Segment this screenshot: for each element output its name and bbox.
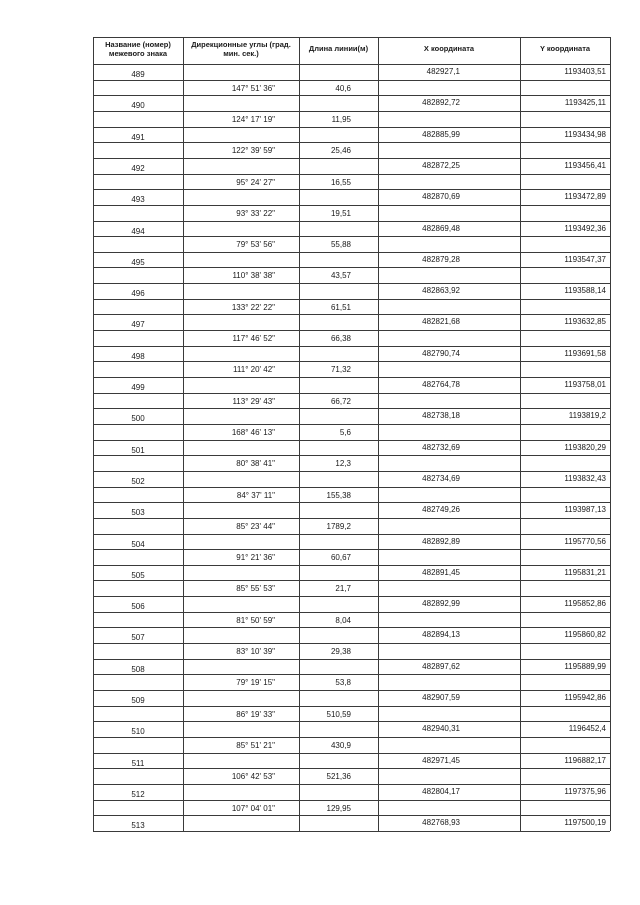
- point-name: 512: [131, 789, 145, 799]
- grid-hline: [93, 393, 610, 394]
- grid-hline: [93, 64, 610, 65]
- point-x: 482940,31: [422, 724, 460, 734]
- grid-hline: [93, 768, 610, 769]
- grid-hline: [93, 174, 610, 175]
- grid-hline: [93, 361, 610, 362]
- point-y: 1193425,11: [564, 98, 606, 108]
- segment-length: 43,57: [330, 271, 351, 281]
- grid-hline: [93, 142, 610, 143]
- segment-length: 430,9: [330, 740, 351, 750]
- point-x: 482863,92: [422, 286, 460, 296]
- point-y: 1193987,13: [564, 505, 606, 515]
- point-y: 1193691,58: [564, 348, 606, 358]
- point-name: 497: [131, 320, 145, 330]
- segment-angle: 124° 17' 19": [231, 114, 275, 124]
- point-y: 1193758,01: [564, 380, 606, 389]
- segment-length: 521,36: [326, 772, 351, 782]
- segment-length: 1789,2: [326, 521, 351, 531]
- segment-angle: 106° 42' 53": [231, 772, 275, 782]
- grid-hline: [93, 283, 610, 284]
- point-x: 482879,28: [422, 254, 460, 264]
- point-y: 1193492,36: [564, 223, 606, 233]
- point-x: 482768,93: [422, 818, 460, 828]
- point-x: 482869,48: [422, 223, 460, 233]
- segment-angle: 168° 46' 13": [231, 427, 275, 437]
- segment-length: 29,38: [330, 647, 351, 657]
- point-y: 1193403,51: [564, 67, 606, 76]
- point-x: 482790,74: [422, 348, 460, 358]
- point-y: 1195770,56: [564, 536, 606, 546]
- point-name: 495: [131, 257, 145, 267]
- point-y: 1193434,98: [564, 129, 606, 139]
- grid-hline: [93, 440, 610, 441]
- point-name: 496: [131, 289, 145, 299]
- point-x: 482971,45: [422, 755, 460, 765]
- point-y: 1193547,37: [564, 254, 606, 264]
- segment-angle: 84° 37' 11": [236, 490, 275, 500]
- grid-hline: [93, 236, 610, 237]
- segment-angle: 95° 24' 27": [236, 177, 275, 187]
- point-y: 1195860,82: [564, 630, 606, 640]
- point-name: 489: [131, 70, 145, 79]
- segment-length: 5,6: [339, 427, 351, 437]
- segment-angle: 113° 29' 43": [232, 396, 275, 406]
- point-y: 1193820,29: [564, 442, 606, 452]
- grid-hline: [93, 252, 610, 253]
- segment-angle: 107° 04' 01": [231, 803, 275, 813]
- grid-hline: [93, 690, 610, 691]
- point-name: 493: [131, 195, 145, 205]
- grid-hline: [93, 706, 610, 707]
- point-name: 492: [131, 163, 145, 173]
- point-y: 1196452,4: [568, 724, 606, 734]
- point-name: 511: [131, 758, 145, 768]
- point-x: 482749,26: [422, 505, 460, 515]
- point-x: 482885,99: [422, 129, 460, 139]
- grid-hline: [93, 659, 610, 660]
- point-name: 509: [131, 696, 145, 705]
- segment-length: 155,38: [326, 490, 351, 500]
- point-x: 482907,59: [422, 693, 460, 702]
- point-name: 501: [131, 445, 145, 455]
- grid-hline: [93, 518, 610, 519]
- segment-angle: 80° 38' 41": [236, 459, 275, 469]
- point-y: 1195942,86: [564, 693, 606, 702]
- segment-length: 129,95: [326, 803, 351, 813]
- segment-length: 16,55: [330, 177, 351, 187]
- point-y: 1193832,43: [564, 473, 606, 483]
- point-name: 513: [131, 821, 145, 831]
- segment-angle: 122° 39' 59": [231, 146, 275, 156]
- point-name: 494: [131, 226, 145, 236]
- point-y: 1197500,19: [564, 818, 606, 828]
- segment-length: 66,38: [330, 334, 351, 344]
- grid-hline: [93, 471, 610, 472]
- point-y: 1195852,86: [564, 599, 606, 609]
- segment-length: 55,88: [330, 240, 351, 250]
- header-name: Название (номер) межевого знака: [105, 40, 171, 58]
- point-x: 482872,25: [422, 160, 460, 170]
- grid-hline: [93, 408, 610, 409]
- point-x: 482897,62: [422, 661, 460, 671]
- grid-hline: [93, 127, 610, 128]
- grid-hline: [93, 737, 610, 738]
- grid-hline: [93, 189, 610, 190]
- segment-length: 66,72: [330, 396, 351, 406]
- segment-length: 12,3: [335, 459, 351, 469]
- segment-length: 40,6: [335, 83, 351, 93]
- grid-hline: [93, 800, 610, 801]
- point-y: 1196882,17: [564, 755, 606, 765]
- grid-hline: [93, 565, 610, 566]
- grid-vline: [610, 37, 611, 831]
- segment-length: 71,32: [330, 365, 351, 375]
- grid-hline: [93, 221, 610, 222]
- grid-hline: [93, 815, 610, 816]
- grid-hline: [93, 205, 610, 206]
- segment-length: 510,59: [326, 709, 351, 719]
- segment-angle: 85° 51' 21": [236, 740, 275, 750]
- point-x: 482927,1: [426, 67, 460, 76]
- grid-hline: [93, 831, 610, 832]
- point-name: 499: [131, 383, 145, 392]
- grid-hline: [93, 627, 610, 628]
- header-x: X координата: [423, 44, 475, 53]
- segment-length: 53,8: [335, 678, 351, 688]
- point-x: 482892,72: [422, 98, 460, 108]
- grid-hline: [93, 721, 610, 722]
- grid-hline: [93, 346, 610, 347]
- point-x: 482892,99: [422, 599, 460, 609]
- segment-angle: 111° 20' 42": [233, 365, 275, 375]
- segment-length: 25,46: [330, 146, 351, 156]
- grid-hline: [93, 455, 610, 456]
- grid-hline: [93, 643, 610, 644]
- point-name: 504: [131, 539, 145, 549]
- point-x: 482804,17: [422, 786, 460, 796]
- segment-angle: 147° 51' 36": [231, 83, 275, 93]
- segment-angle: 91° 21' 36": [236, 553, 275, 563]
- header-length: Длина линии(м): [308, 44, 369, 53]
- grid-hline: [93, 674, 610, 675]
- grid-hline: [93, 753, 610, 754]
- point-x: 482734,69: [422, 473, 460, 483]
- grid-hline: [93, 267, 610, 268]
- segment-angle: 93° 33' 22": [236, 208, 275, 218]
- segment-length: 11,95: [331, 114, 351, 124]
- point-y: 1195831,21: [564, 567, 606, 577]
- point-name: 506: [131, 602, 145, 612]
- point-x: 482870,69: [422, 192, 460, 202]
- segment-angle: 110° 38' 38": [232, 271, 275, 281]
- point-y: 1195889,99: [564, 661, 606, 671]
- segment-length: 21,7: [335, 584, 351, 594]
- point-name: 490: [131, 101, 145, 111]
- grid-hline: [93, 80, 610, 81]
- grid-hline: [93, 502, 610, 503]
- segment-angle: 117° 46' 52": [232, 334, 275, 344]
- header-y: Y координата: [539, 44, 591, 53]
- grid-hline: [93, 111, 610, 112]
- segment-angle: 79° 19' 15": [236, 678, 275, 688]
- grid-hline: [93, 549, 610, 550]
- grid-hline: [93, 784, 610, 785]
- point-name: 505: [131, 570, 145, 580]
- point-x: 482738,18: [422, 411, 460, 421]
- grid-hline: [93, 330, 610, 331]
- grid-hline: [93, 424, 610, 425]
- point-name: 510: [131, 727, 145, 737]
- grid-hline: [93, 487, 610, 488]
- grid-hline: [93, 314, 610, 315]
- segment-length: 61,51: [330, 302, 351, 312]
- grid-hline: [93, 299, 610, 300]
- grid-hline: [93, 158, 610, 159]
- point-x: 482892,89: [422, 536, 460, 546]
- point-name: 507: [131, 633, 145, 643]
- segment-angle: 83° 10' 39": [236, 647, 275, 657]
- point-name: 502: [131, 476, 145, 486]
- point-y: 1193456,41: [564, 160, 606, 170]
- grid-hline: [93, 95, 610, 96]
- point-x: 482891,45: [422, 567, 460, 577]
- point-y: 1193588,14: [564, 286, 606, 296]
- point-y: 1193632,85: [564, 317, 606, 327]
- point-x: 482821,68: [422, 317, 460, 327]
- segment-length: 8,04: [335, 615, 351, 625]
- point-x: 482894,13: [422, 630, 460, 640]
- grid-hline: [93, 377, 610, 378]
- point-x: 482764,78: [422, 380, 460, 389]
- grid-hline: [93, 596, 610, 597]
- segment-angle: 85° 23' 44": [236, 521, 275, 531]
- point-name: 503: [131, 508, 145, 518]
- grid-vline: [93, 37, 94, 831]
- point-name: 508: [131, 664, 145, 674]
- point-x: 482732,69: [422, 442, 460, 452]
- segment-angle: 86° 19' 33": [236, 709, 275, 719]
- segment-angle: 85° 55' 53": [236, 584, 275, 594]
- grid-hline: [93, 37, 610, 38]
- grid-hline: [93, 612, 610, 613]
- grid-hline: [93, 534, 610, 535]
- segment-length: 19,51: [330, 208, 351, 218]
- grid-hline: [93, 580, 610, 581]
- point-name: 498: [131, 351, 145, 361]
- point-y: 1197375,96: [564, 786, 606, 796]
- header-angle: Дирекционные углы (град. мин. сек.): [191, 40, 291, 58]
- point-y: 1193819,2: [568, 411, 606, 421]
- grid-vline: [378, 37, 379, 831]
- point-name: 500: [131, 414, 145, 424]
- segment-angle: 133° 22' 22": [231, 302, 275, 312]
- segment-angle: 81° 50' 59": [236, 615, 275, 625]
- segment-length: 60,67: [330, 553, 351, 563]
- point-y: 1193472,89: [564, 192, 606, 202]
- point-name: 491: [131, 132, 145, 142]
- grid-vline: [520, 37, 521, 831]
- segment-angle: 79° 53' 56": [236, 240, 275, 250]
